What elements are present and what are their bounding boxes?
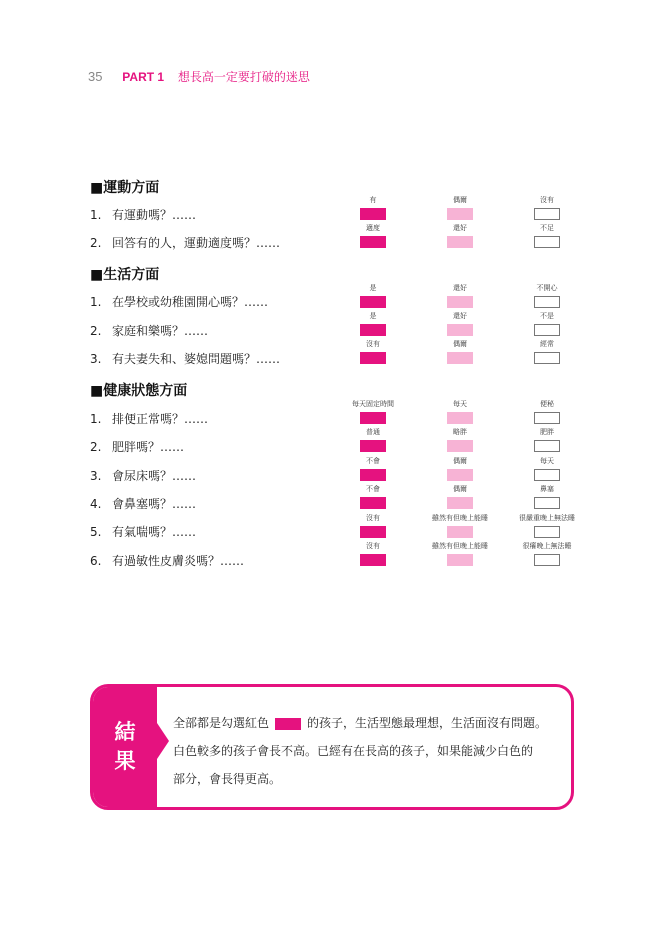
checkbox-pink[interactable] bbox=[447, 296, 473, 308]
question-number: 5. bbox=[90, 525, 102, 539]
option-label: 偶爾 bbox=[453, 457, 467, 465]
option-pink[interactable] bbox=[410, 513, 510, 542]
option-label: 每天固定時間 bbox=[352, 400, 394, 408]
checkbox-white[interactable] bbox=[534, 497, 560, 509]
checkbox-red[interactable] bbox=[360, 440, 386, 452]
option-label: 每天 bbox=[540, 457, 554, 465]
option-label: 沒有 bbox=[366, 340, 380, 348]
part-label: PART 1 bbox=[122, 70, 165, 84]
option-white[interactable] bbox=[497, 339, 597, 368]
checkbox-white[interactable] bbox=[534, 352, 560, 364]
option-label: 沒有 bbox=[366, 542, 380, 550]
checkbox-white[interactable] bbox=[534, 469, 560, 481]
result-box bbox=[90, 684, 574, 810]
option-pink[interactable] bbox=[410, 541, 510, 570]
question-text: 會尿床嗎？…… bbox=[112, 469, 197, 483]
question-text: 有運動嗎？…… bbox=[112, 208, 197, 222]
checkbox-pink[interactable] bbox=[447, 208, 473, 220]
option-red[interactable] bbox=[323, 541, 423, 570]
option-label: 還好 bbox=[453, 312, 467, 320]
option-white[interactable] bbox=[497, 311, 597, 340]
option-label: 還好 bbox=[453, 284, 467, 292]
page-number: 35 bbox=[88, 69, 103, 84]
option-pink[interactable] bbox=[410, 311, 510, 340]
option-white[interactable] bbox=[497, 195, 597, 224]
option-red[interactable] bbox=[323, 339, 423, 368]
result-line-3: 部分，會長得更高。 bbox=[173, 772, 282, 786]
checkbox-red[interactable] bbox=[360, 497, 386, 509]
section-title-health: ■健康狀態方面 bbox=[90, 383, 188, 399]
question-row bbox=[90, 350, 280, 367]
option-red[interactable] bbox=[323, 456, 423, 485]
option-pink[interactable] bbox=[410, 283, 510, 312]
option-white[interactable] bbox=[497, 223, 597, 252]
question-row bbox=[90, 322, 208, 339]
question-number: 3. bbox=[90, 469, 102, 483]
checkbox-white[interactable] bbox=[534, 412, 560, 424]
result-tab-char: 結 bbox=[114, 720, 136, 744]
option-white[interactable] bbox=[497, 541, 597, 570]
option-label: 略胖 bbox=[453, 428, 467, 436]
question-row bbox=[90, 293, 268, 310]
question-text: 排便正常嗎？…… bbox=[112, 412, 209, 426]
option-label: 沒有 bbox=[540, 196, 554, 204]
question-number: 2. bbox=[90, 324, 102, 338]
checkbox-white[interactable] bbox=[534, 440, 560, 452]
option-pink[interactable] bbox=[410, 339, 510, 368]
result-line-2: 白色較多的孩子會長不高。已經有在長高的孩子，如果能減少白色的 bbox=[173, 744, 534, 758]
option-red[interactable] bbox=[323, 427, 423, 456]
option-label: 每天 bbox=[453, 400, 467, 408]
question-number: 1. bbox=[90, 295, 102, 309]
result-arrow bbox=[157, 723, 169, 759]
chapter-title: 想長高一定要打破的迷思 bbox=[177, 70, 310, 84]
result-line-1-before: 全部都是勾選紅色 bbox=[173, 716, 270, 730]
checkbox-red[interactable] bbox=[360, 324, 386, 336]
section-title-exercise: ■運動方面 bbox=[90, 180, 160, 196]
option-label: 適度 bbox=[366, 224, 380, 232]
checkbox-pink[interactable] bbox=[447, 412, 473, 424]
question-row bbox=[90, 495, 196, 512]
option-label: 偶爾 bbox=[453, 485, 467, 493]
question-text: 回答有的人，運動適度嗎？…… bbox=[112, 236, 281, 250]
checkbox-pink[interactable] bbox=[447, 236, 473, 248]
option-label: 沒有 bbox=[366, 514, 380, 522]
option-label: 還好 bbox=[453, 224, 467, 232]
option-label: 是 bbox=[369, 284, 377, 292]
result-text bbox=[173, 709, 568, 793]
option-red[interactable] bbox=[323, 195, 423, 224]
option-label: 是 bbox=[369, 312, 377, 320]
question-number: 2. bbox=[90, 440, 102, 454]
option-label: 不是 bbox=[540, 312, 554, 320]
option-label: 偶爾 bbox=[453, 196, 467, 204]
question-row bbox=[90, 438, 184, 455]
question-row bbox=[90, 552, 244, 569]
checkbox-pink[interactable] bbox=[447, 497, 473, 509]
option-white[interactable] bbox=[497, 484, 597, 513]
option-label: 經常 bbox=[540, 340, 554, 348]
result-line-1-after: 的孩子，生活型態最理想，生活面沒有問題。 bbox=[307, 716, 548, 730]
question-text: 在學校或幼稚園開心嗎？…… bbox=[112, 295, 269, 309]
checkbox-white[interactable] bbox=[534, 236, 560, 248]
checkbox-pink[interactable] bbox=[447, 526, 473, 538]
option-label: 很嚴重晚上無法睡 bbox=[519, 514, 575, 522]
option-red[interactable] bbox=[323, 484, 423, 513]
red-swatch bbox=[275, 718, 301, 730]
option-label: 不會 bbox=[366, 485, 380, 493]
question-number: 4. bbox=[90, 497, 102, 511]
option-red[interactable] bbox=[323, 399, 423, 428]
checkbox-red[interactable] bbox=[360, 208, 386, 220]
checkbox-pink[interactable] bbox=[447, 352, 473, 364]
checkbox-red[interactable] bbox=[360, 236, 386, 248]
option-white[interactable] bbox=[497, 513, 597, 542]
option-label: 有 bbox=[369, 196, 377, 204]
checkbox-red[interactable] bbox=[360, 352, 386, 364]
option-label: 雖然有但晚上能睡 bbox=[432, 514, 488, 522]
option-label: 肥胖 bbox=[540, 428, 554, 436]
question-text: 肥胖嗎？…… bbox=[112, 440, 185, 454]
question-text: 家庭和樂嗎？…… bbox=[112, 324, 209, 338]
option-white[interactable] bbox=[497, 283, 597, 312]
question-number: 3. bbox=[90, 352, 102, 366]
option-pink[interactable] bbox=[410, 456, 510, 485]
checkbox-pink[interactable] bbox=[447, 554, 473, 566]
question-number: 2. bbox=[90, 236, 102, 250]
question-text: 有夫妻失和、婆媳問題嗎？…… bbox=[112, 352, 281, 366]
section-title-life: ■生活方面 bbox=[90, 267, 160, 283]
option-red[interactable] bbox=[323, 283, 423, 312]
option-label: 很癢晚上無法睡 bbox=[522, 542, 572, 550]
option-label: 普通 bbox=[366, 428, 380, 436]
checkbox-white[interactable] bbox=[534, 208, 560, 220]
question-text: 有過敏性皮膚炎嗎？…… bbox=[112, 554, 245, 568]
option-label: 雖然有但晚上能睡 bbox=[432, 542, 488, 550]
option-label: 鼻塞 bbox=[540, 485, 554, 493]
option-label: 便秘 bbox=[540, 400, 554, 408]
question-row bbox=[90, 234, 280, 251]
option-label: 不會 bbox=[366, 457, 380, 465]
checkbox-red[interactable] bbox=[360, 469, 386, 481]
checkbox-white[interactable] bbox=[534, 554, 560, 566]
question-text: 有氣喘嗎？…… bbox=[112, 525, 197, 539]
question-text: 會鼻塞嗎？…… bbox=[112, 497, 197, 511]
checkbox-white[interactable] bbox=[534, 296, 560, 308]
checkbox-pink[interactable] bbox=[447, 440, 473, 452]
option-label: 不開心 bbox=[536, 284, 558, 292]
option-pink[interactable] bbox=[410, 399, 510, 428]
option-pink[interactable] bbox=[410, 427, 510, 456]
checkbox-white[interactable] bbox=[534, 324, 560, 336]
result-tab bbox=[93, 687, 157, 807]
page-header bbox=[88, 68, 310, 85]
question-row bbox=[90, 410, 208, 427]
checkbox-pink[interactable] bbox=[447, 469, 473, 481]
checkbox-pink[interactable] bbox=[447, 324, 473, 336]
option-label: 不足 bbox=[540, 224, 554, 232]
option-pink[interactable] bbox=[410, 484, 510, 513]
option-pink[interactable] bbox=[410, 223, 510, 252]
result-line-1 bbox=[173, 709, 568, 737]
question-row bbox=[90, 523, 196, 540]
option-red[interactable] bbox=[323, 513, 423, 542]
option-white[interactable] bbox=[497, 399, 597, 428]
option-label: 偶爾 bbox=[453, 340, 467, 348]
checkbox-red[interactable] bbox=[360, 554, 386, 566]
question-row bbox=[90, 206, 196, 223]
option-pink[interactable] bbox=[410, 195, 510, 224]
option-red[interactable] bbox=[323, 223, 423, 252]
question-row bbox=[90, 467, 196, 484]
question-number: 1. bbox=[90, 412, 102, 426]
checkbox-red[interactable] bbox=[360, 412, 386, 424]
checkbox-white[interactable] bbox=[534, 526, 560, 538]
option-white[interactable] bbox=[497, 427, 597, 456]
question-number: 6. bbox=[90, 554, 102, 568]
option-red[interactable] bbox=[323, 311, 423, 340]
result-tab-char: 果 bbox=[114, 749, 136, 773]
option-white[interactable] bbox=[497, 456, 597, 485]
question-number: 1. bbox=[90, 208, 102, 222]
checkbox-red[interactable] bbox=[360, 526, 386, 538]
checkbox-red[interactable] bbox=[360, 296, 386, 308]
